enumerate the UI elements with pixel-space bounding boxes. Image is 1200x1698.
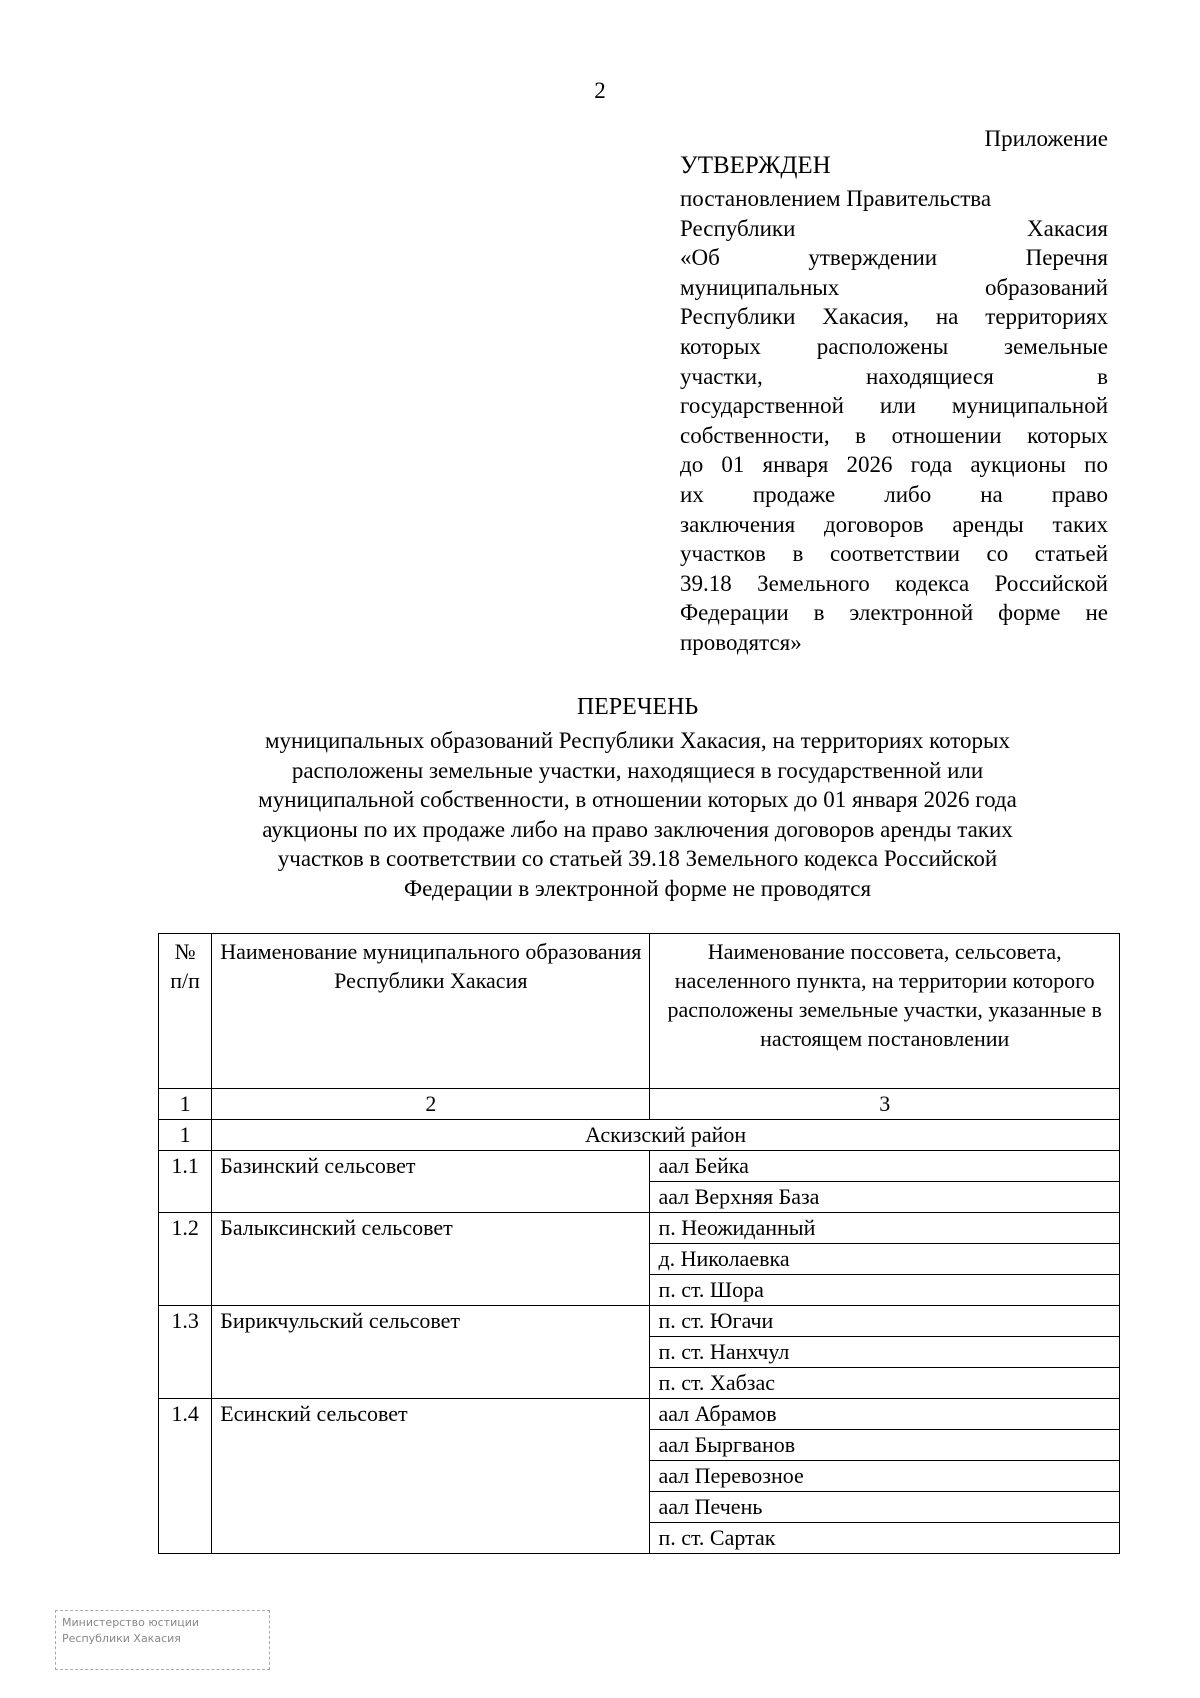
municipality-name: Бирикчульский сельсовет	[212, 1306, 650, 1399]
settlement-name: п. ст. Сартак	[650, 1523, 1120, 1554]
decree-line: Федерации в электронной форме не	[680, 600, 1108, 626]
settlement-name: аал Бейка	[650, 1151, 1120, 1182]
district-num: 1	[159, 1120, 212, 1151]
column-number: 3	[650, 1089, 1120, 1120]
row-number: 1.1	[159, 1151, 212, 1213]
municipalities-table	[158, 933, 1120, 1554]
header-municipality: Наименование муниципального образования Республики Хакасия	[212, 934, 650, 1089]
settlement-name: аал Печень	[650, 1492, 1120, 1523]
decree-line: муниципальных образований	[680, 274, 1108, 300]
subtitle-line: аукционы по их продаже либо на право заключения договоров аренды таких	[262, 816, 1013, 842]
table-row	[159, 1306, 1120, 1337]
decree-line: проводятся»	[680, 629, 802, 655]
municipality-name: Базинский сельсовет	[212, 1151, 650, 1213]
decree-line: Республики Хакасия, на территориях	[680, 304, 1108, 330]
settlement-name: п. ст. Югачи	[650, 1306, 1120, 1337]
decree-line: «Об утверждении Перечня	[680, 245, 1108, 271]
settlement-name: п. ст. Нанхчул	[650, 1337, 1120, 1368]
settlement-name: аал Быргванов	[650, 1430, 1120, 1461]
stamp-line: Республики Хакасия	[62, 1632, 181, 1645]
decree-line: их продаже либо на право	[680, 481, 1108, 507]
settlement-name: п. ст. Хабзас	[650, 1368, 1120, 1399]
column-numbers-row	[159, 1089, 1120, 1120]
row-number: 1.4	[159, 1399, 212, 1554]
settlement-name: п. Неожиданный	[650, 1213, 1120, 1244]
district-row	[159, 1120, 1120, 1151]
settlement-name: аал Перевозное	[650, 1461, 1120, 1492]
decree-line: заключения договоров аренды таких	[680, 511, 1108, 537]
table-row	[159, 1213, 1120, 1244]
district-name: Аскизский район	[212, 1120, 1120, 1151]
municipality-name: Есинский сельсовет	[212, 1399, 650, 1554]
decree-line: участки, находящиеся в	[680, 363, 1108, 389]
document-subtitle	[0, 726, 1200, 903]
table-row	[159, 1151, 1120, 1182]
registration-stamp	[55, 1610, 270, 1670]
document-title: ПЕРЕЧЕНЬ	[576, 694, 699, 720]
decree-line: постановлением Правительства	[680, 186, 992, 211]
decree-line: участков в соответствии со статьей	[680, 541, 1108, 567]
subtitle-line: муниципальной собственности, в отношении которых до 01 января 2026 года	[258, 787, 1017, 812]
approved-label: УТВЕРЖДЕН	[680, 152, 831, 179]
settlement-name: п. ст. Шора	[650, 1275, 1120, 1306]
settlement-name: аал Абрамов	[650, 1399, 1120, 1430]
page-number: 2	[594, 78, 606, 103]
decree-line: которых расположены земельные	[680, 333, 1108, 359]
decree-line: до 01 января 2026 года аукционы по	[680, 452, 1108, 478]
table-header-row	[159, 934, 1120, 1089]
municipality-name: Балыксинский сельсовет	[212, 1213, 650, 1306]
decree-line: государственной или муниципальной	[680, 393, 1108, 419]
row-number: 1.3	[159, 1306, 212, 1399]
header-num: № п/п	[159, 934, 212, 1089]
column-number: 2	[212, 1089, 650, 1120]
decree-reference	[680, 184, 1108, 658]
decree-line: Республики Хакасия	[680, 215, 1108, 241]
settlement-name: аал Верхняя База	[650, 1182, 1120, 1213]
subtitle-line: расположены земельные участки, находящиеся в государственной или	[291, 757, 984, 783]
appendix-label: Приложение	[984, 126, 1108, 151]
stamp-line: Министерство юстиции	[62, 1616, 200, 1629]
subtitle-line: муниципальных образований Республики Хакасия, на территориях которых	[265, 728, 1010, 753]
row-number: 1.2	[159, 1213, 212, 1306]
column-number: 1	[159, 1089, 212, 1120]
subtitle-line: Федерации в электронной форме не проводятся	[403, 875, 872, 901]
subtitle-line: участков в соответствии со статьей 39.18 Земельного кодекса Российской	[277, 846, 998, 871]
table-row	[159, 1399, 1120, 1430]
header-settlement: Наименование поссовета, сельсовета, населенного пункта, на территории которого расположены земельные участки, указанные в настоящем постановлении	[650, 934, 1120, 1089]
settlement-name: д. Николаевка	[650, 1244, 1120, 1275]
decree-line: собственности, в отношении которых	[680, 422, 1108, 448]
decree-line: 39.18 Земельного кодекса Российской	[680, 570, 1108, 596]
